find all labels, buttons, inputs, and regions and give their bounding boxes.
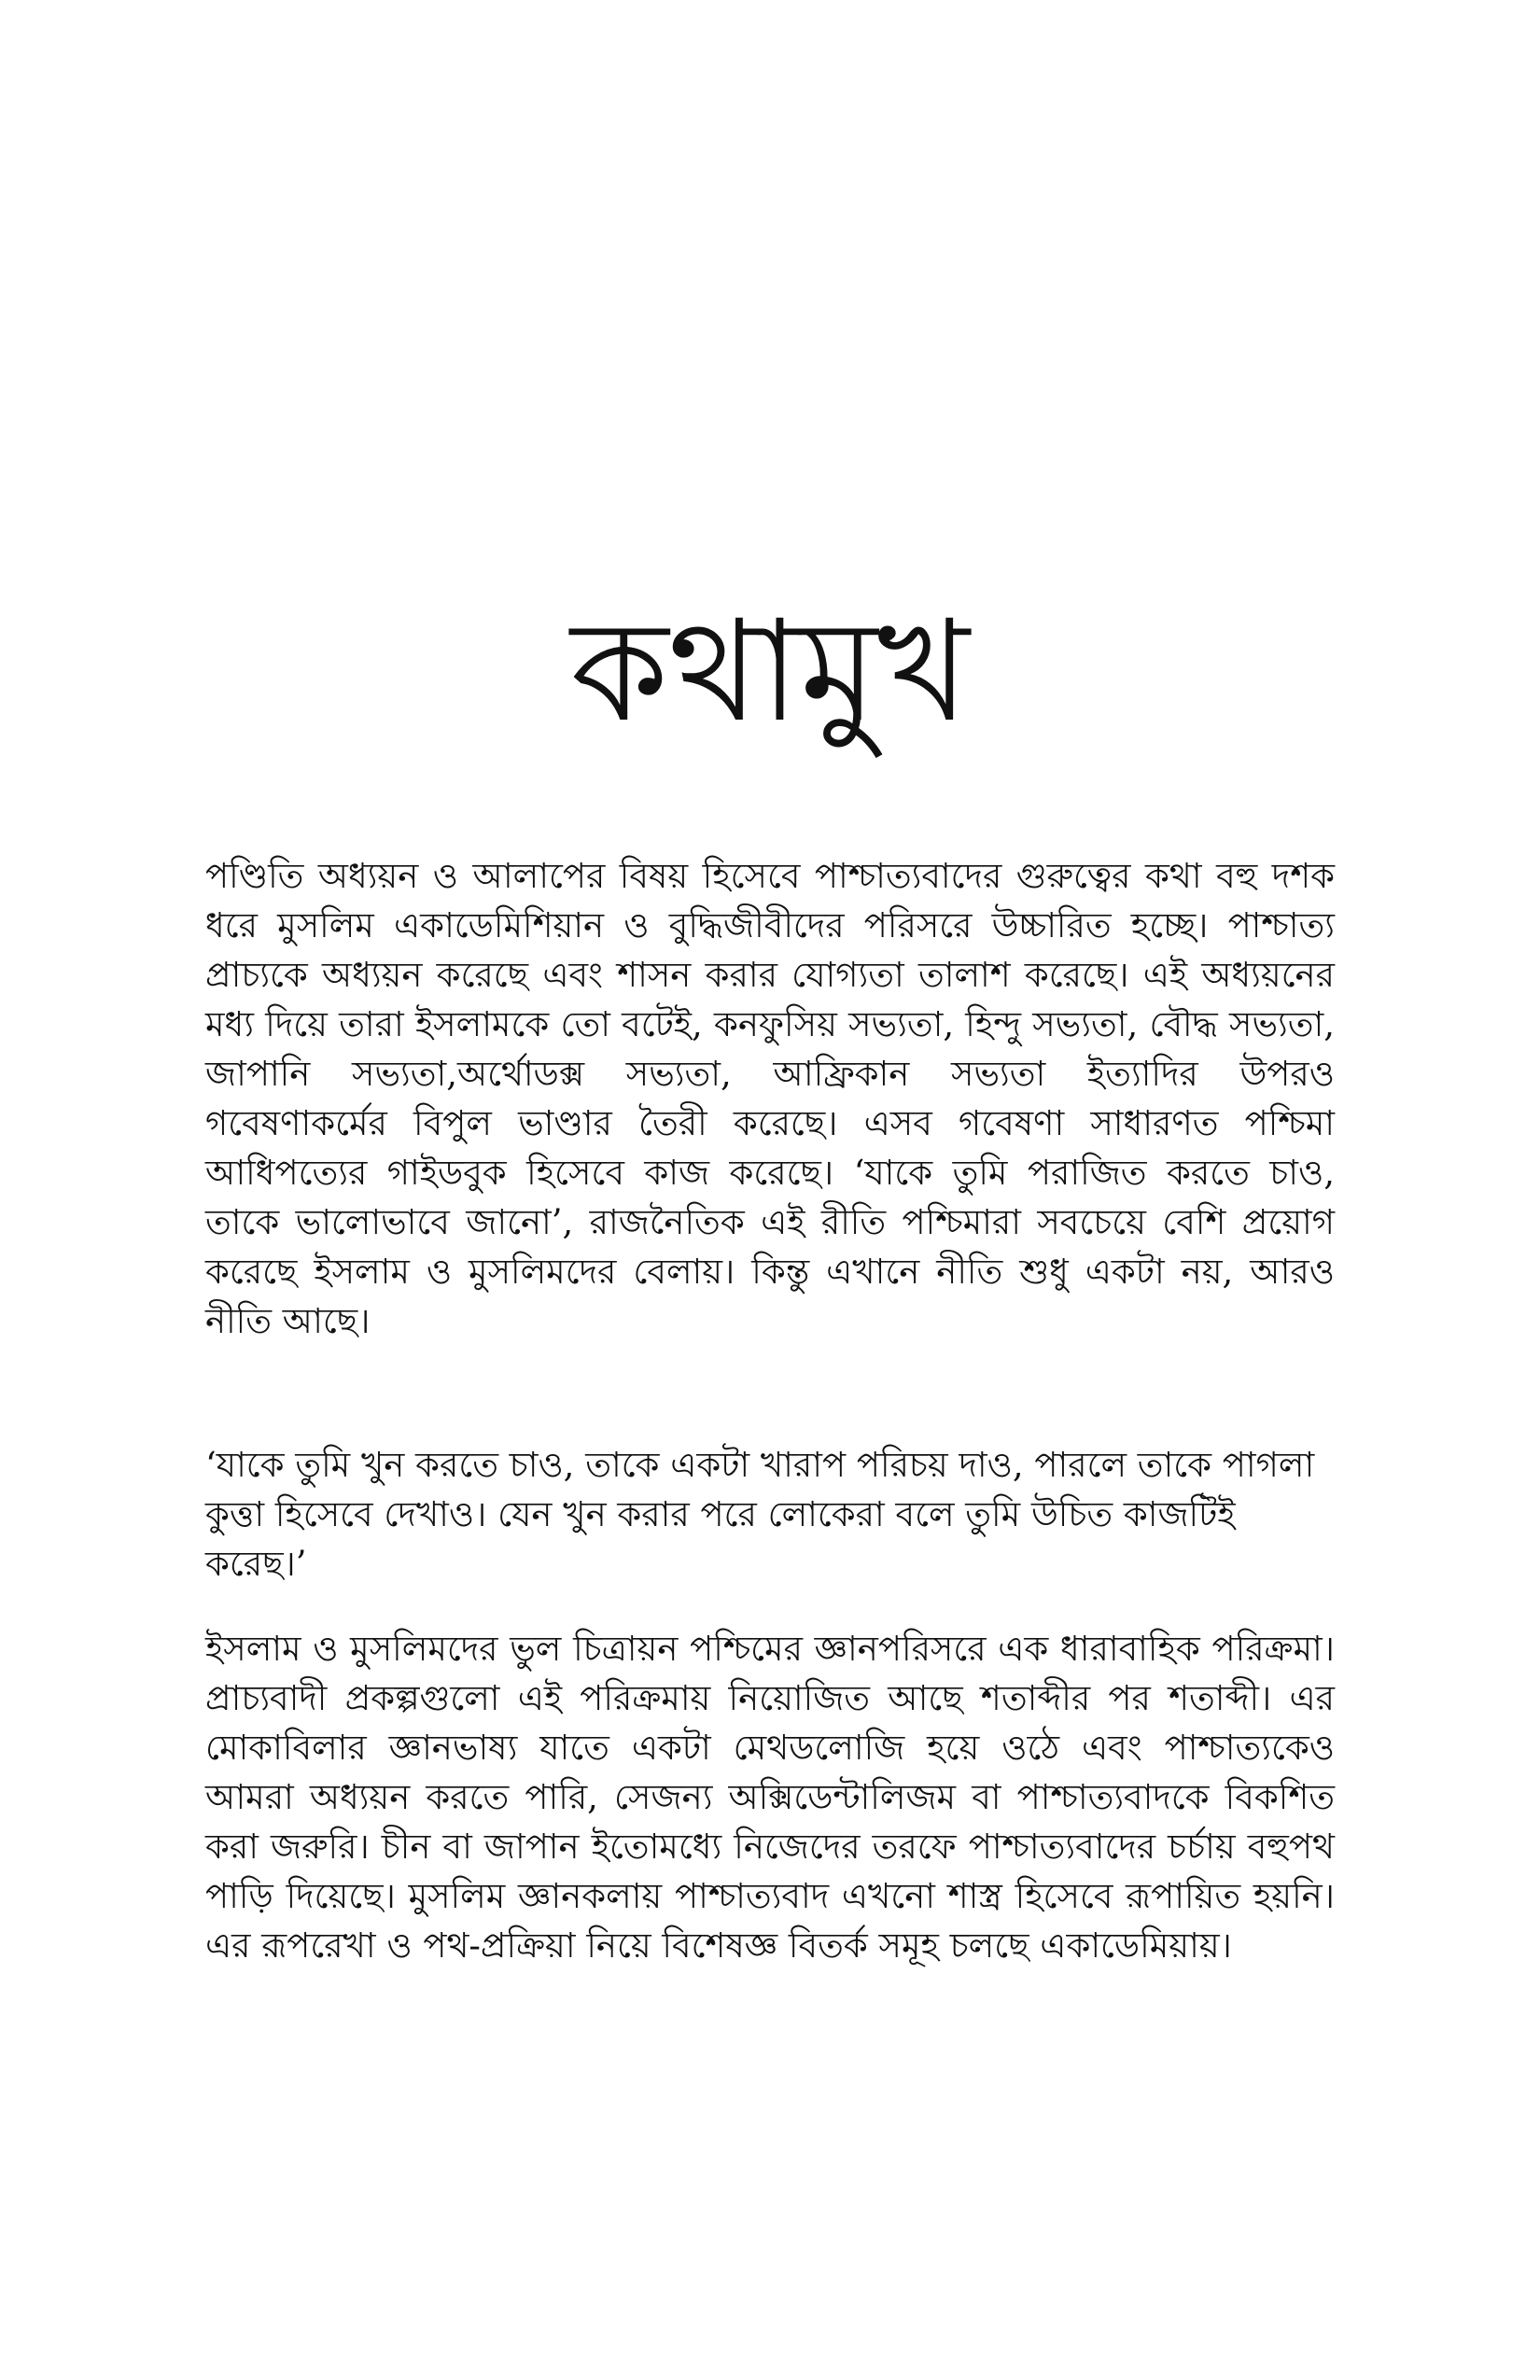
paragraph-3: ইসলাম ও মুসলিমদের ভুল চিত্রায়ন পশ্চিমের জ্ঞানপরিসরে এক ধারাবাহিক পরিক্রমা। প্রাচ্যবাদী প্রকল্পগুলো এই পরিক্রমায় নিয়োজিত আছে শতাব্দীর পর শতাব্দী। এর মোকাবিলার জ্ঞানভাষ্য যাতে একটা মেথডলোজি হয়ে ওঠে এবং পাশ্চাত্যকেও আমরা অধ্যয়ন করতে পারি, সেজন্য অক্সিডেন্টালিজম বা পাশ্চাত্যবাদকে বিকশিত করা জরুরি। চীন বা জাপান ইতোমধ্যে নিজেদের তরফে পাশ্চাত্যবাদের চর্চায় বহুপথ পাড়ি দিয়েছে। মুসলিম জ্ঞানকলায় পাশ্চাত্যবাদ এখনো শাস্ত্র হিসেবে রূপায়িত হয়নি। এর রূপরেখা ও পথ-প্রক্রিয়া নিয়ে বিশেষজ্ঞ বিতর্ক সমূহ চলছে একাডেমিয়ায়। [205,1629,1335,1966]
quote-paragraph: ‘যাকে তুমি খুন করতে চাও, তাকে একটা খারাপ পরিচয় দাও, পারলে তাকে পাগলা কুত্তা হিসেবে দেখাও। যেন খুন করার পরে লোকেরা বলে তুমি উচিত কাজটিই করেছ।’ [205,1445,1315,1584]
paragraph-1: পণ্ডিতি অধ্যয়ন ও আলাপের বিষয় হিসেবে পাশ্চাত্যবাদের গুরুত্বের কথা বহু দশক ধরে মুসলিম একাডেমিশিয়ান ও বুদ্ধিজীবীদের পরিসরে উচ্চারিত হচ্ছে। পাশ্চাত্য প্রাচ্যকে অধ্যয়ন করেছে এবং শাসন করার যোগ্যতা তালাশ করেছে। এই অধ্যয়নের মধ্য দিয়ে তারা ইসলামকে তো বটেই, কনফুসিয় সভ্যতা, হিন্দু সভ্যতা, বৌদ্ধ সভ্যতা, জাপানি সভ্যতা,অর্থোডক্স সভ্যতা, আফ্রিকান সভ্যতা ইত্যাদির উপরও গবেষণাকর্মের বিপুল ভাণ্ডার তৈরী করেছে। এসব গবেষণা সাধারণত পশ্চিমা আধিপত্যের গাইডবুক হিসেবে কাজ করেছে। ‘যাকে তুমি পরাজিত করতে চাও, তাকে ভালোভাবে জানো’, রাজনৈতিক এই রীতি পশ্চিমারা সবচেয়ে বেশি প্রয়োগ করেছে ইসলাম ও মুসলিমদের বেলায়। কিন্তু এখানে নীতি শুধু একটা নয়, আরও নীতি আছে। [205,856,1336,1341]
chapter-title: কথামুখ [570,591,970,753]
